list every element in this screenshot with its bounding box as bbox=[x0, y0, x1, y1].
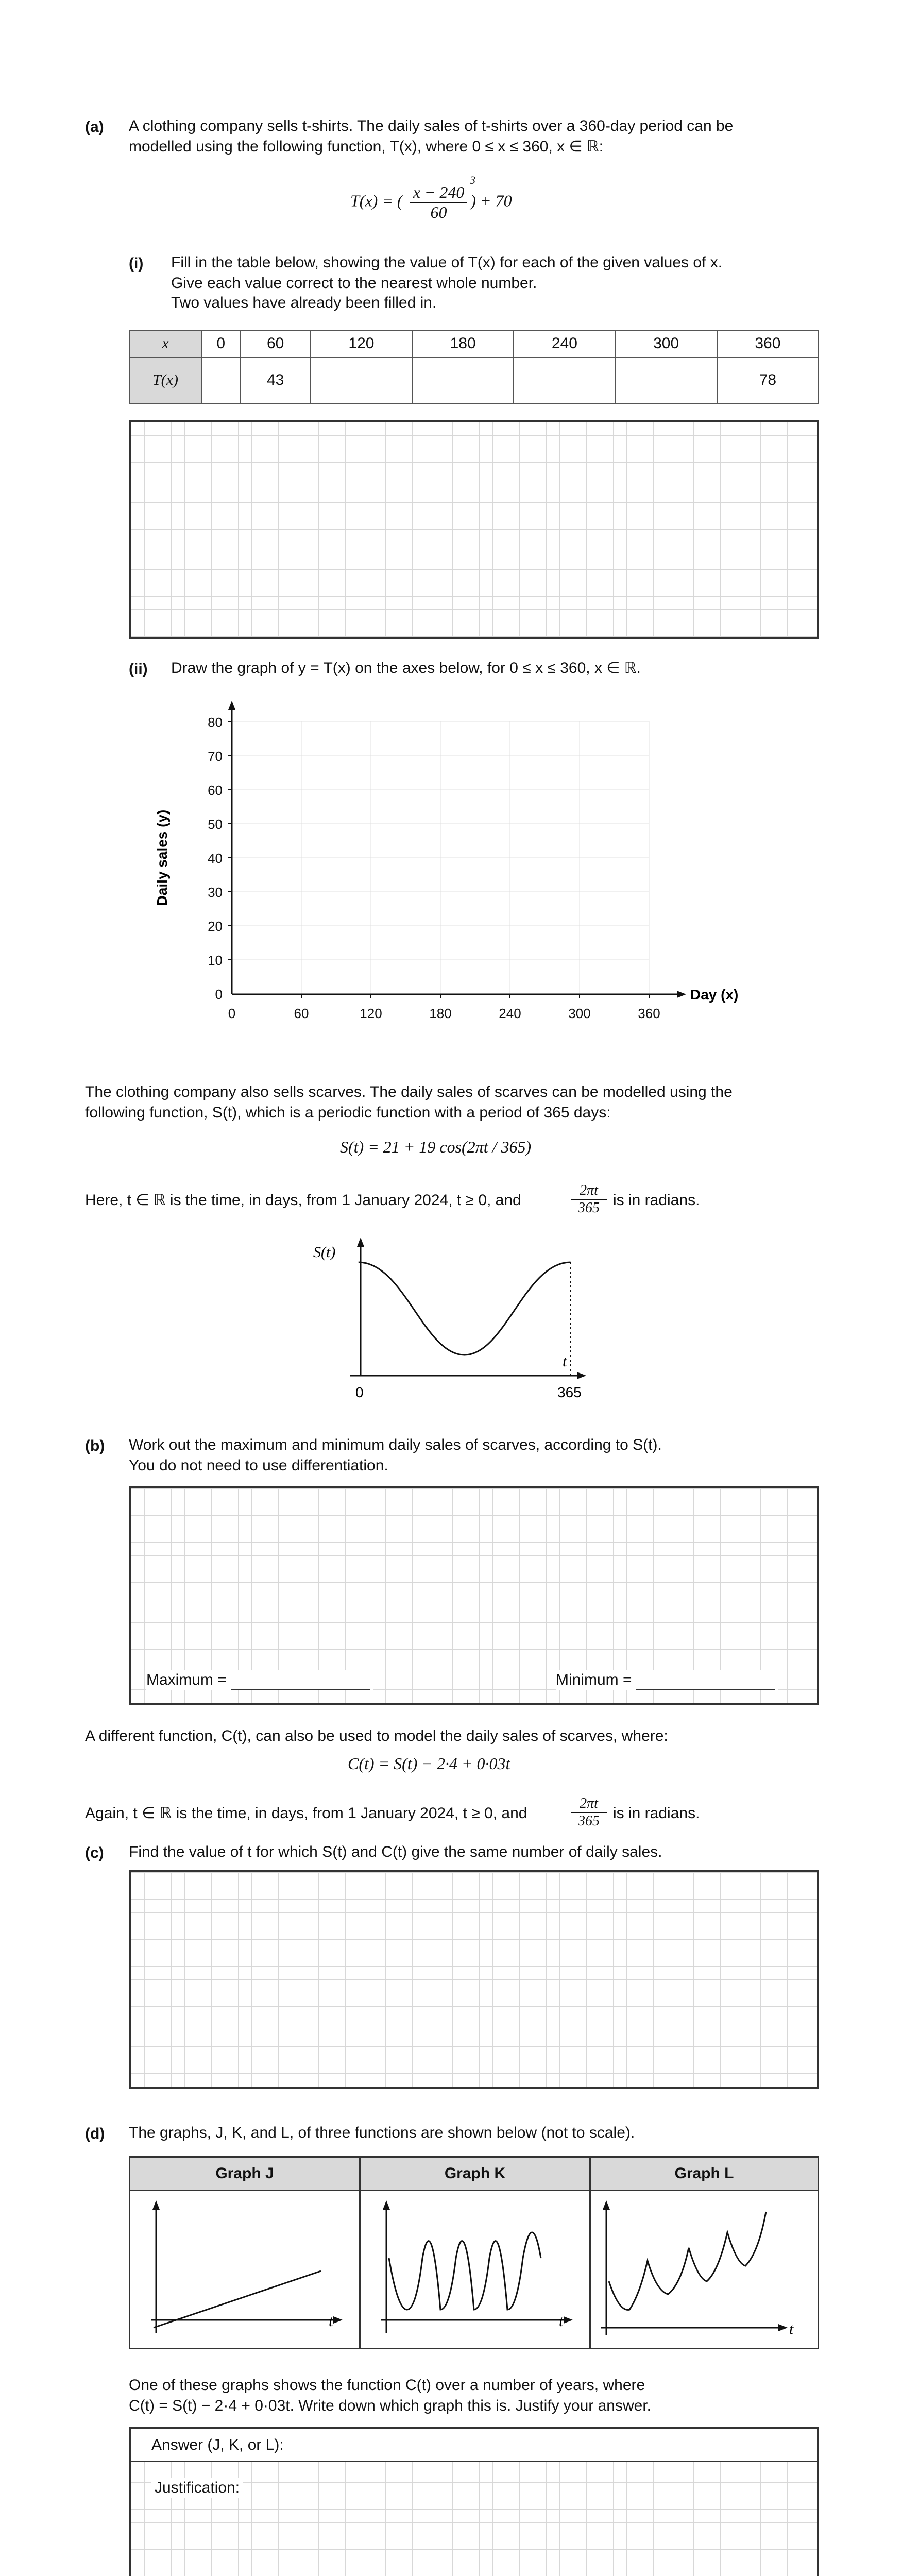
table-cell-t[interactable] bbox=[412, 357, 514, 403]
y-tick-label: 10 bbox=[208, 953, 223, 968]
minimum-answer-line[interactable] bbox=[636, 1674, 775, 1690]
t-formula-exponent: 3 bbox=[470, 174, 475, 187]
graph-k bbox=[361, 2191, 589, 2348]
maximum-answer-line[interactable] bbox=[231, 1674, 370, 1690]
t-formula-rhs: ) + 70 bbox=[470, 191, 512, 210]
y-tick-label: 70 bbox=[208, 749, 223, 764]
table-cell-x: 180 bbox=[412, 330, 514, 357]
table-cell-t[interactable]: 78 bbox=[717, 357, 819, 403]
scarves-fraction-num: 2πt bbox=[571, 1182, 607, 1200]
x-tick-label: 360 bbox=[638, 1006, 660, 1021]
x-tick-label: 120 bbox=[360, 1006, 382, 1021]
justification-label: Justification: bbox=[151, 2478, 243, 2498]
c-again-b: is in radians. bbox=[613, 1805, 700, 1822]
y-tick-label: 30 bbox=[208, 885, 223, 900]
c-def-line1: A different function, C(t), can also be used to model the daily sales of scarves, where: bbox=[85, 1727, 668, 1744]
answer-box-a-i[interactable] bbox=[129, 420, 819, 639]
answer-label: Answer (J, K, or L): bbox=[151, 2436, 284, 2453]
part-a-i-line3: Two values have already been filled in. bbox=[171, 294, 437, 311]
t-formula-numerator: x − 240 bbox=[410, 183, 468, 203]
sketch-y-label: S(t) bbox=[313, 1244, 336, 1261]
y-tick-label: 0 bbox=[215, 987, 223, 1002]
table-cell-t[interactable] bbox=[616, 357, 717, 403]
part-a-i-label: (i) bbox=[129, 255, 144, 272]
table-header-t: T(x) bbox=[129, 357, 201, 403]
table-cell-x: 360 bbox=[717, 330, 819, 357]
sketch-end: 365 bbox=[557, 1384, 582, 1400]
graph-k-t-label: t bbox=[559, 2313, 564, 2330]
part-a-i-line1: Fill in the table below, showing the value of T(x) for each of the given values of x. bbox=[171, 254, 723, 271]
graph-k-title: Graph K bbox=[361, 2158, 589, 2191]
table-cell-x: 240 bbox=[514, 330, 615, 357]
part-c-label: (c) bbox=[85, 1844, 104, 1861]
values-table bbox=[129, 330, 819, 404]
part-a-intro-line2: modelled using the following function, T(x), where 0 ≤ x ≤ 360, x ∈ ℝ: bbox=[129, 138, 604, 155]
answer-row[interactable] bbox=[131, 2429, 817, 2462]
y-axis-label: Daily sales (y) bbox=[154, 809, 170, 906]
y-tick-label: 40 bbox=[208, 851, 223, 866]
x-tick-label: 300 bbox=[568, 1006, 591, 1021]
part-b-label: (b) bbox=[85, 1437, 105, 1454]
s-sketch bbox=[304, 1231, 592, 1406]
part-a-intro-line1: A clothing company sells t-shirts. The daily sales of t-shirts over a 360-day period can be bbox=[129, 117, 734, 134]
y-tick-label: 60 bbox=[208, 783, 223, 798]
table-cell-x: 0 bbox=[201, 330, 240, 357]
graph-l-cell bbox=[591, 2158, 818, 2348]
sketch-origin: 0 bbox=[355, 1384, 364, 1400]
c-fraction-num: 2πt bbox=[571, 1795, 607, 1813]
minimum-label: Minimum = bbox=[556, 1671, 632, 1688]
part-d-label: (d) bbox=[85, 2125, 105, 2142]
graph-l bbox=[591, 2191, 818, 2348]
graph-l-title: Graph L bbox=[591, 2158, 818, 2191]
part-d-after2: C(t) = S(t) − 2·4 + 0·03t. Write down which graph this is. Justify your answer. bbox=[129, 2397, 652, 2414]
table-cell-t[interactable] bbox=[514, 357, 615, 403]
y-tick-label: 20 bbox=[208, 919, 223, 934]
part-b-line1: Work out the maximum and minimum daily sales of scarves, according to S(t). bbox=[129, 1436, 662, 1453]
graph-j-title: Graph J bbox=[130, 2158, 359, 2191]
x-tick-label: 240 bbox=[499, 1006, 521, 1021]
c-fraction bbox=[571, 1795, 607, 1829]
minimum-field[interactable] bbox=[556, 1670, 778, 1690]
table-cell-x: 60 bbox=[240, 330, 310, 357]
t-formula-lhs: T(x) = ( bbox=[350, 191, 403, 210]
graph-j-t-label: t bbox=[329, 2313, 333, 2330]
answer-box-c[interactable] bbox=[129, 1870, 819, 2089]
sketch-t-label: t bbox=[563, 1353, 567, 1370]
x-tick-label: 60 bbox=[294, 1006, 309, 1021]
graph-j bbox=[130, 2191, 359, 2348]
s-formula: S(t) = 21 + 19 cos(2πt / 365) bbox=[340, 1138, 532, 1156]
table-cell-t[interactable] bbox=[311, 357, 412, 403]
scarves-fraction-den: 365 bbox=[578, 1200, 600, 1216]
table-cell-x: 300 bbox=[616, 330, 717, 357]
table-row-x bbox=[129, 330, 819, 357]
table-header-x: x bbox=[129, 330, 201, 357]
c-again-a: Again, t ∈ ℝ is the time, in days, from 1 January 2024, t ≥ 0, and bbox=[85, 1805, 527, 1822]
table-row-t bbox=[129, 357, 819, 403]
graph-l-t-label: t bbox=[789, 2320, 794, 2337]
scarves-here-a: Here, t ∈ ℝ is the time, in days, from 1 January 2024, t ≥ 0, and bbox=[85, 1192, 521, 1209]
graph-k-cell bbox=[361, 2158, 591, 2348]
graphs-table bbox=[129, 2156, 819, 2349]
graph-j-cell bbox=[130, 2158, 361, 2348]
part-c-text: Find the value of t for which S(t) and C(t) give the same number of daily sales. bbox=[129, 1843, 662, 1860]
t-formula-denominator: 60 bbox=[430, 203, 447, 222]
answer-box-b[interactable] bbox=[129, 1486, 819, 1705]
t-graph-axes[interactable] bbox=[149, 690, 768, 1041]
x-tick-label: 0 bbox=[228, 1006, 236, 1021]
x-axis-label: Day (x) bbox=[690, 987, 739, 1003]
y-tick-label: 50 bbox=[208, 817, 223, 832]
x-tick-label: 180 bbox=[429, 1006, 452, 1021]
table-cell-x: 120 bbox=[311, 330, 412, 357]
maximum-field[interactable] bbox=[146, 1670, 373, 1690]
answer-box-d[interactable] bbox=[129, 2427, 819, 2576]
table-cell-t[interactable]: 43 bbox=[240, 357, 310, 403]
part-d-text: The graphs, J, K, and L, of three functions are shown below (not to scale). bbox=[129, 2124, 635, 2141]
part-a-i-line2: Give each value correct to the nearest whole number. bbox=[171, 275, 537, 292]
c-fraction-den: 365 bbox=[578, 1813, 600, 1829]
scarves-line2: following function, S(t), which is a periodic function with a period of 365 days: bbox=[85, 1104, 611, 1121]
maximum-label: Maximum = bbox=[146, 1671, 227, 1688]
part-b-line2: You do not need to use differentiation. bbox=[129, 1457, 388, 1474]
part-a-ii-text: Draw the graph of y = T(x) on the axes below, for 0 ≤ x ≤ 360, x ∈ ℝ. bbox=[171, 659, 641, 676]
scarves-here-b: is in radians. bbox=[613, 1192, 700, 1209]
t-graph-y-arrow bbox=[228, 701, 235, 710]
y-tick-label: 80 bbox=[208, 715, 223, 730]
t-formula bbox=[350, 174, 512, 222]
scarves-fraction bbox=[571, 1182, 607, 1216]
part-a-label: (a) bbox=[85, 118, 104, 135]
scarves-line1: The clothing company also sells scarves. The daily sales of scarves can be modelled using the bbox=[85, 1083, 733, 1100]
c-formula: C(t) = S(t) − 2·4 + 0·03t bbox=[348, 1754, 510, 1773]
part-a-ii-label: (ii) bbox=[129, 660, 148, 677]
table-cell-t[interactable] bbox=[201, 357, 240, 403]
t-graph-x-arrow bbox=[677, 991, 686, 998]
part-d-after1: One of these graphs shows the function C(t) over a number of years, where bbox=[129, 2377, 645, 2394]
